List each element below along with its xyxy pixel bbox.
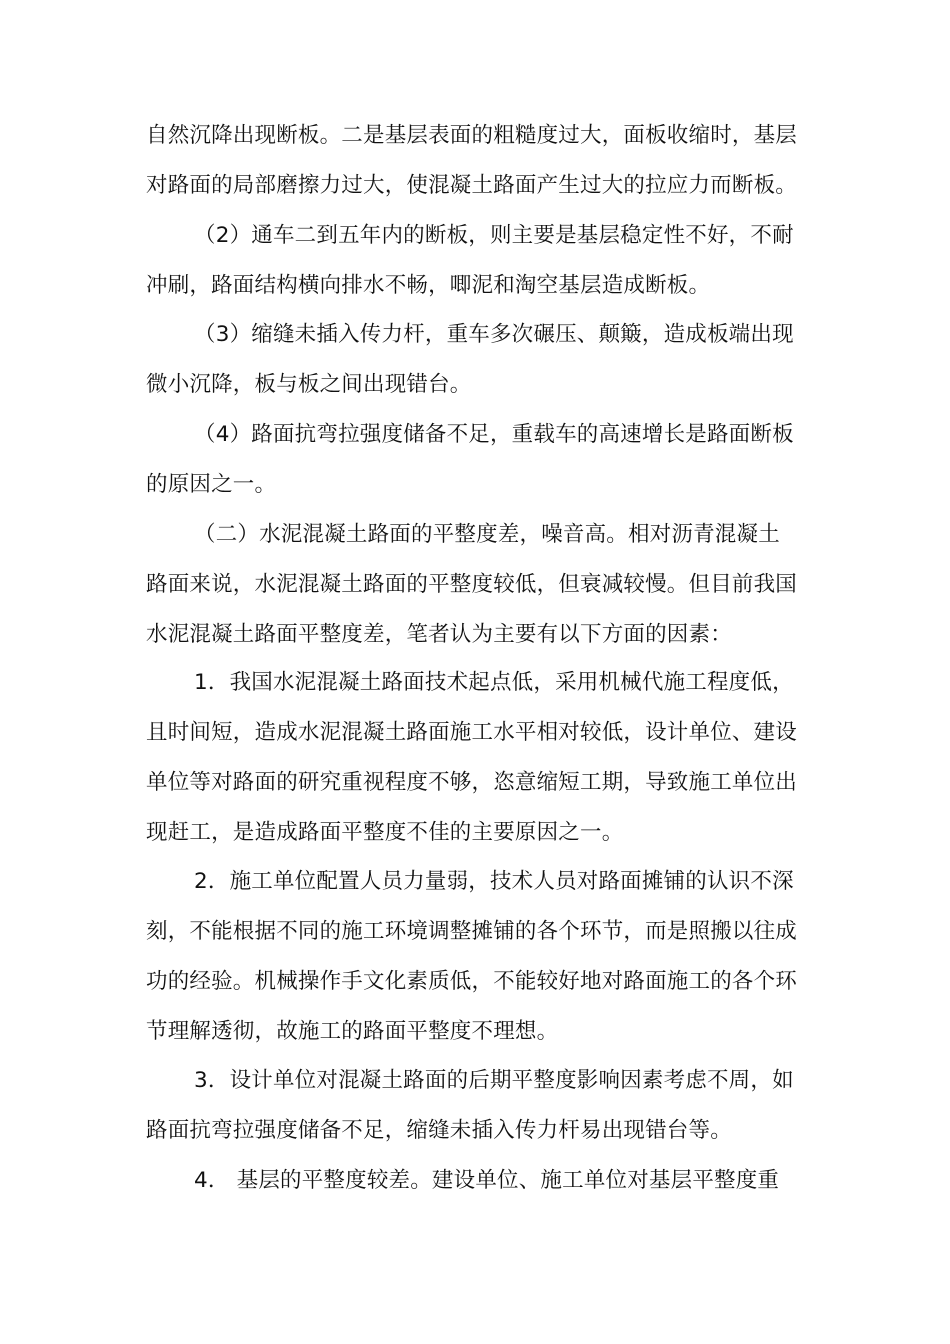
text-line-14: 单位等对路面的研究重视程度不够，恣意缩短工期，导致施工单位出 xyxy=(146,770,798,795)
text-line-10: 路面来说，水泥混凝土路面的平整度较低，但衰减较慢。但目前我国 xyxy=(146,572,798,597)
text-line-9: （二）水泥混凝土路面的平整度差，噪音高。相对沥青混凝土 xyxy=(194,522,780,547)
text-line-6: 微小沉降，板与板之间出现错台。 xyxy=(146,372,472,397)
text-line-1: 自然沉降出现断板。二是基层表面的粗糙度过大，面板收缩时，基层 xyxy=(146,123,798,148)
text-line-5: （3）缩缝未插入传力杆，重车多次碾压、颠簸，造成板端出现 xyxy=(194,322,794,347)
text-line-19: 节理解透彻，故施工的路面平整度不理想。 xyxy=(146,1019,559,1044)
text-line-13: 且时间短，造成水泥混凝土路面施工水平相对较低，设计单位、建设 xyxy=(146,720,798,745)
text-line-21: 路面抗弯拉强度储备不足，缩缝未插入传力杆易出现错台等。 xyxy=(146,1118,732,1143)
text-line-22: 4． 基层的平整度较差。建设单位、施工单位对基层平整度重 xyxy=(194,1168,780,1193)
text-line-12: 1．我国水泥混凝土路面技术起点低，采用机械代施工程度低， xyxy=(194,670,794,695)
text-line-8: 的原因之一。 xyxy=(146,472,277,497)
text-line-20: 3．设计单位对混凝土路面的后期平整度影响因素考虑不周，如 xyxy=(194,1068,794,1093)
text-line-11: 水泥混凝土路面平整度差，笔者认为主要有以下方面的因素： xyxy=(146,622,732,647)
text-line-18: 功的经验。机械操作手文化素质低，不能较好地对路面施工的各个环 xyxy=(146,969,798,994)
text-line-2: 对路面的局部磨擦力过大，使混凝土路面产生过大的拉应力而断板。 xyxy=(146,173,798,198)
text-line-7: （4）路面抗弯拉强度储备不足，重载车的高速增长是路面断板 xyxy=(194,422,794,447)
text-line-3: （2）通车二到五年内的断板，则主要是基层稳定性不好，不耐 xyxy=(194,223,794,248)
text-line-4: 冲刷，路面结构横向排水不畅，唧泥和淘空基层造成断板。 xyxy=(146,273,711,298)
text-line-16: 2．施工单位配置人员力量弱，技术人员对路面摊铺的认识不深 xyxy=(194,869,794,894)
text-line-15: 现赶工，是造成路面平整度不佳的主要原因之一。 xyxy=(146,820,624,845)
text-line-17: 刻，不能根据不同的施工环境调整摊铺的各个环节，而是照搬以往成 xyxy=(146,919,798,944)
